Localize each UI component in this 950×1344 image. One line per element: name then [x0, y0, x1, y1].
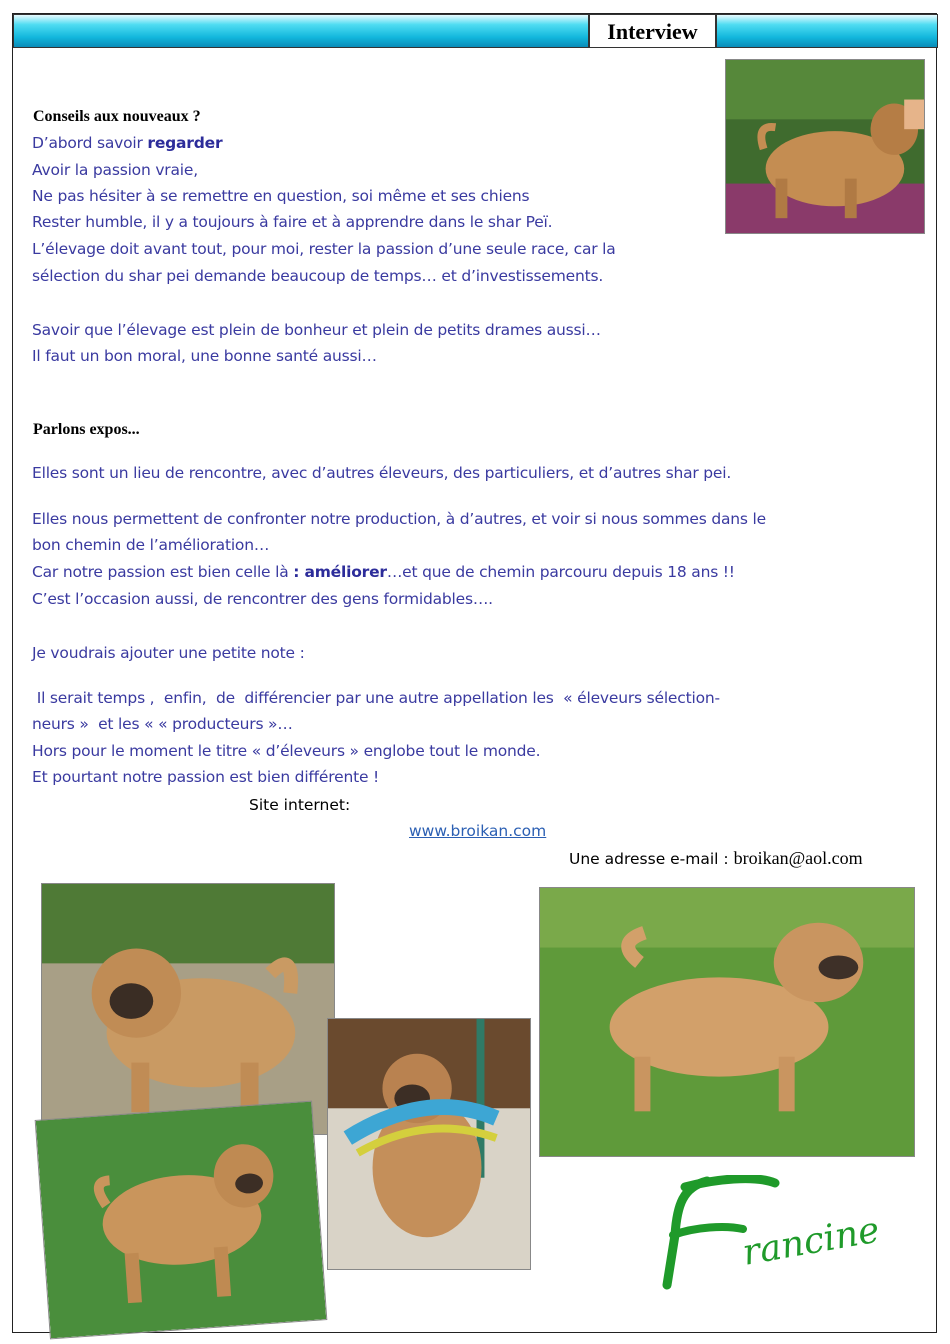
advice-line: Il faut un bon moral, une bonne santé aussi… — [32, 347, 377, 365]
shows-line: Il serait temps , enfin, de différencier par une autre appellation les « éleveurs sélection- — [32, 689, 720, 707]
advice-line: sélection du shar pei demande beaucoup de temps… et d’investissements. — [32, 267, 604, 285]
advice-line: Ne pas hésiter à se remettre en question, soi même et ses chiens — [32, 187, 530, 205]
shows-line: Elles sont un lieu de rencontre, avec d’autres éleveurs, des particuliers, et d’autres shar pei. — [32, 464, 732, 482]
shows-line: Je voudrais ajouter une petite note : — [32, 644, 305, 662]
advice-line: L’élevage doit avant tout, pour moi, rester la passion d’une seule race, car la — [32, 240, 616, 258]
shows-line: Hors pour le moment le titre « d’éleveurs » englobe tout le monde. — [32, 742, 541, 760]
shows-line: Elles nous permettent de confronter notre production, à d’autres, et voir si nous sommes dans le — [32, 510, 766, 528]
advice-line: Rester humble, il y a toujours à faire et à apprendre dans le shar Peï. — [32, 213, 553, 231]
advice-line: Savoir que l’élevage est plein de bonheur et plein de petits drames aussi… — [32, 321, 601, 339]
dog-photo-adult-grass — [539, 887, 915, 1157]
section-heading-shows: Parlons expos... — [33, 421, 140, 438]
shows-line: neurs » et les « « producteurs »… — [32, 715, 293, 733]
advice-line: D’abord savoir regarder — [32, 134, 223, 152]
section-heading-advice: Conseils aux nouveaux ? — [33, 108, 201, 125]
site-label: Site internet: — [249, 796, 351, 814]
dog-photo-puppy-toy — [327, 1018, 531, 1270]
shows-line: C’est l’occasion aussi, de rencontrer des gens formidables…. — [32, 590, 493, 608]
dog-photo-puppy-grass — [35, 1101, 328, 1340]
signature-text: rancine — [739, 1209, 883, 1274]
email-address[interactable]: broikan@aol.com — [733, 848, 863, 868]
email-line — [569, 848, 863, 869]
advice-line: Avoir la passion vraie, — [32, 161, 198, 179]
dog-photo-top — [725, 59, 925, 234]
header-bar-right — [716, 14, 938, 48]
email-label: Une adresse e-mail : — [569, 850, 734, 868]
shows-line: bon chemin de l’amélioration… — [32, 536, 270, 554]
signature — [655, 1175, 885, 1295]
shows-line: Et pourtant notre passion est bien différente ! — [32, 768, 380, 786]
shows-line: Car notre passion est bien celle là : améliorer…et que de chemin parcouru depuis 18 ans !! — [32, 563, 735, 581]
site-link[interactable]: www.broikan.com — [409, 822, 547, 840]
header-bar-left — [13, 14, 589, 48]
page-title: Interview — [589, 14, 716, 48]
dog-photo-puppy-gravel — [41, 883, 335, 1135]
